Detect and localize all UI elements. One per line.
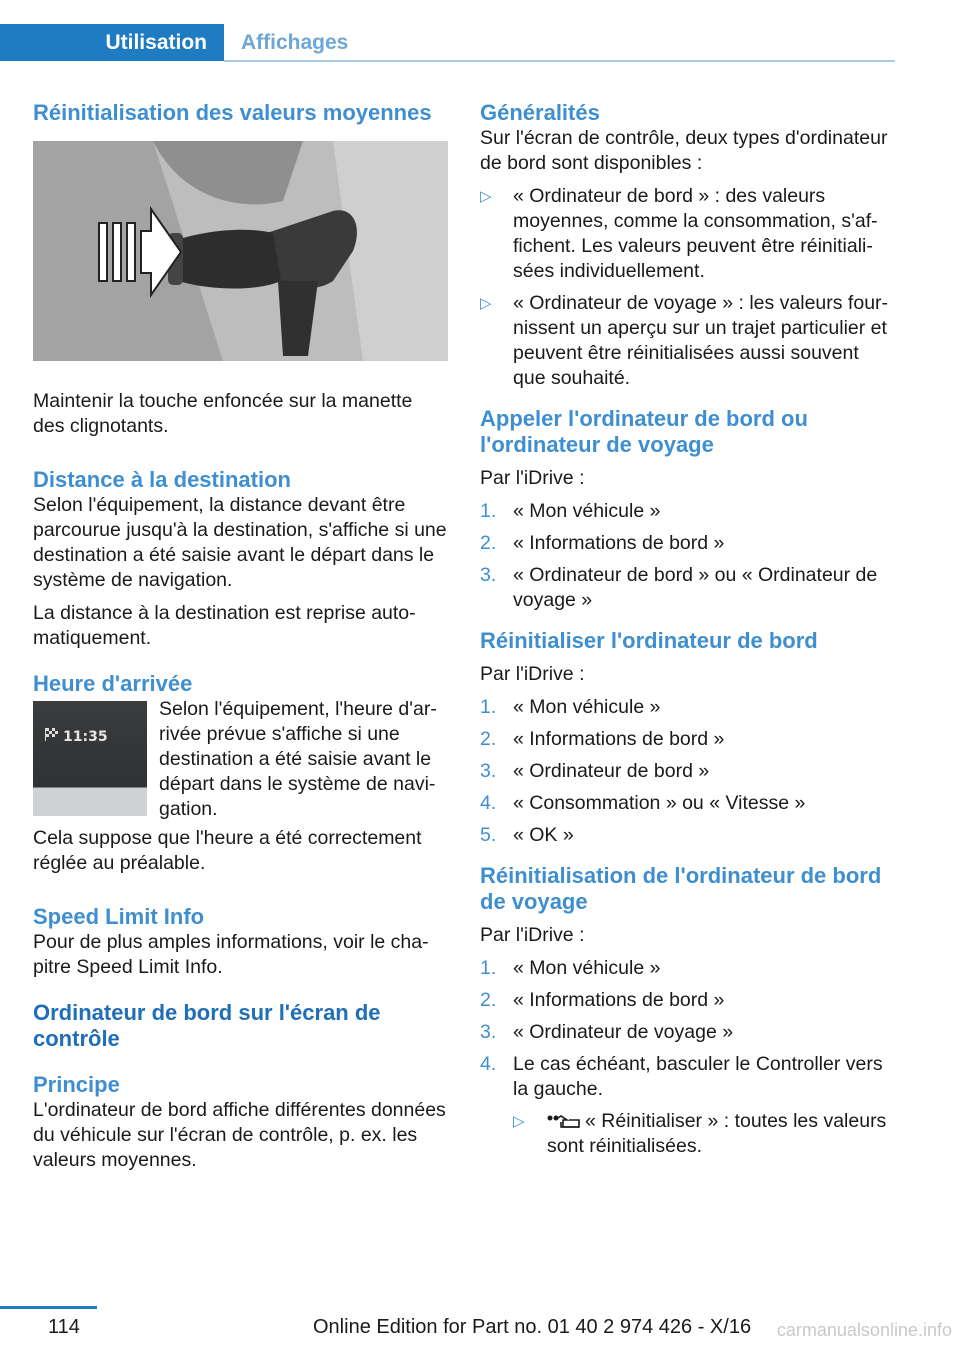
section-title-reset-averages: Réinitialisation des valeurs moyennes <box>33 100 432 125</box>
list-item: 1. « Mon véhicule » <box>480 500 661 522</box>
list-item: ▷ « Ordinateur de voyage » : les valeurs fournissent un aperçu sur un trajet particulier et peuvent être réinitialisées aussi souvent que souhaité. <box>480 292 889 389</box>
general-text: Sur l'écran de contrôle, deux types d'ordinateur de bord sont disponibles : <box>480 127 888 174</box>
list-item: ▷ « Réinitialiser » : toutes les valeurs sont réinitialisées. <box>513 1110 887 1157</box>
list-item: 2. « Informations de bord » <box>480 989 725 1011</box>
distance-text-1: Selon l'équipement, la distance devant être parcourue jusqu'à la destination, s'affiche si une destination a été saisie avant le départ dans le système de navigation. <box>33 494 447 591</box>
section-title-reset-trip: Réinitialisation de l'ordinateur de bord de voyage <box>480 863 882 914</box>
distance-text-2: La distance à la destination est reprise automatiquement. <box>33 602 416 649</box>
list-item: 5. « OK » <box>480 824 574 846</box>
list-item: 1. « Mon véhicule » <box>480 696 661 718</box>
trip-intro: Par l'iDrive : <box>480 924 585 946</box>
arrival-clock-time: 11:35 <box>63 729 108 745</box>
page-header <box>0 0 895 62</box>
trip-sub-list <box>513 1109 896 1159</box>
speed-limit-text: Pour de plus amples informations, voir le chapitre Speed Limit Info. <box>33 931 429 978</box>
left-column <box>33 100 449 1173</box>
list-item: 4. « Consommation » ou « Vitesse » <box>480 792 806 814</box>
list-item: 2. « Informations de bord » <box>480 532 725 554</box>
computer-types-list <box>480 184 896 391</box>
lever-illustration <box>33 141 448 361</box>
reset-intro: Par l'iDrive : <box>480 663 585 685</box>
section-title-distance: Distance à la destination <box>33 467 291 492</box>
section-title-call-computer: Appeler l'ordinateur de bord ou l'ordinateur de voyage <box>480 406 808 457</box>
tab-utilisation[interactable]: Utilisation <box>0 24 224 61</box>
trip-steps <box>480 956 896 1159</box>
arrival-time-display <box>33 701 147 816</box>
list-item: 4. Le cas échéant, basculer le Controller vers la gauche. ▷ « Réinitialiser » : toutes les valeurs sont réinitialisées. <box>480 1052 896 1159</box>
arrival-text-1: Selon l'équipement, l'heure d'arrivée prévue s'affiche si une destination a été saisie avant le départ dans le système de navigation. <box>159 698 437 820</box>
section-title-reset-computer: Réinitialiser l'ordinateur de bord <box>480 628 818 653</box>
list-item: ▷ « Ordinateur de bord » : des valeurs moyennes, comme la consommation, s'affichent. Les valeurs peuvent être réinitialisées individuellement. <box>480 185 878 282</box>
arrival-text-2: Cela suppose que l'heure a été correctement réglée au préalable. <box>33 827 422 874</box>
call-steps <box>480 499 896 613</box>
call-intro: Par l'iDrive : <box>480 467 585 489</box>
section-title-general: Généralités <box>480 100 600 125</box>
section-title-speed-limit: Speed Limit Info <box>33 904 205 929</box>
reset-steps <box>480 695 896 848</box>
list-item: 1. « Mon véhicule » <box>480 957 661 979</box>
watermark: carmanualsonline.info <box>776 1320 952 1340</box>
header-divider <box>224 60 895 62</box>
principle-text: L'ordinateur de bord affiche différentes données du véhicule sur l'écran de contrôle, p. ex. les valeurs moyennes. <box>33 1099 446 1171</box>
edition-note: Online Edition for Part no. 01 40 2 974 426 - X/16 <box>313 1316 752 1338</box>
section-title-principle: Principe <box>33 1072 120 1097</box>
list-item: 3. « Ordinateur de bord » ou « Ordinateur de voyage » <box>480 564 878 611</box>
reset-instruction: Maintenir la touche enfoncée sur la manette des clignotants. <box>33 390 413 437</box>
list-item: 3. « Ordinateur de voyage » <box>480 1021 734 1043</box>
tab-affichages[interactable]: Affichages <box>241 30 349 54</box>
list-item: 2. « Informations de bord » <box>480 728 725 750</box>
destination-flag-icon <box>45 727 59 741</box>
turn-signal-lever-photo <box>33 141 448 361</box>
list-item: 3. « Ordinateur de bord » <box>480 760 710 782</box>
section-title-board-computer: Ordinateur de bord sur l'écran de contrôle <box>33 1000 381 1051</box>
right-column <box>480 100 896 1166</box>
page-number: 114 <box>48 1316 80 1338</box>
reset-icon <box>547 1115 581 1129</box>
section-title-arrival-time: Heure d'arrivée <box>33 671 193 696</box>
footer-rule <box>0 1306 97 1309</box>
